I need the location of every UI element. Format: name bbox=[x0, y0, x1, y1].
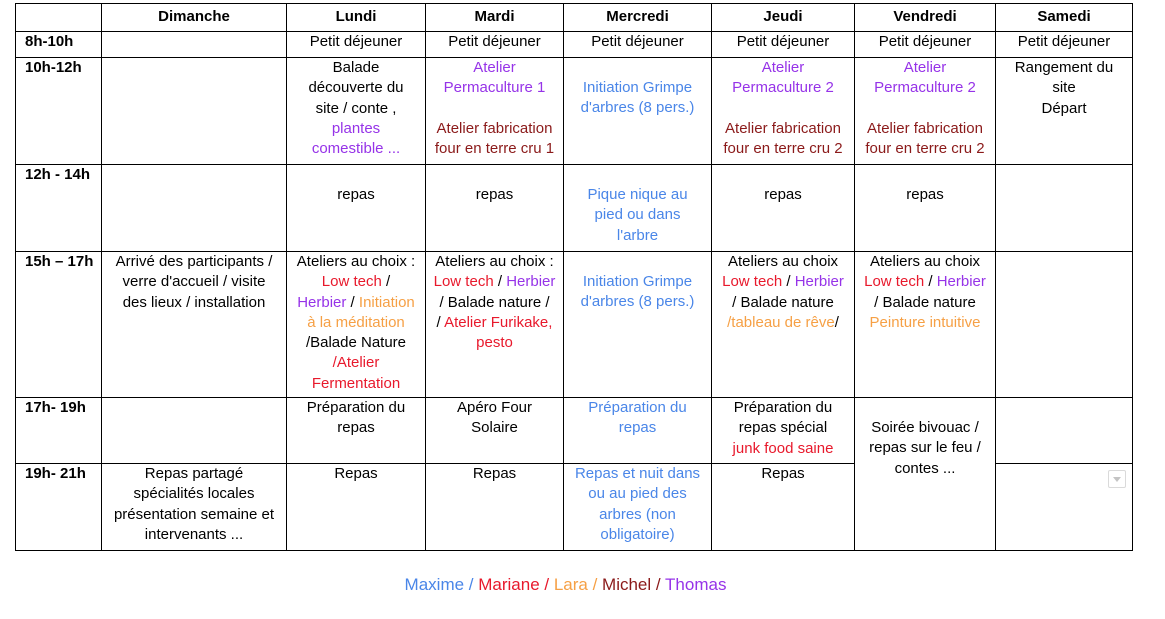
cell-dimanche-8h[interactable] bbox=[102, 32, 287, 58]
cell-spacer bbox=[428, 99, 561, 119]
cell-text: repas bbox=[337, 186, 375, 203]
cell-text-line bbox=[714, 272, 852, 292]
row-12h-14h bbox=[16, 165, 1133, 252]
cell-text-line: contes ... bbox=[894, 459, 956, 477]
cell-dimanche-10h[interactable] bbox=[102, 58, 287, 165]
separator: / bbox=[381, 273, 391, 291]
activity-low-tech: Low tech bbox=[722, 273, 783, 291]
legend-separator: / bbox=[539, 575, 554, 594]
cell-text-line: four en terre cru 2 bbox=[865, 139, 985, 157]
time-label[interactable]: 12h - 14h bbox=[16, 165, 102, 252]
activity-low-tech: Low tech bbox=[864, 273, 925, 291]
cell-text-line: repas bbox=[618, 419, 657, 437]
legend-michel: Michel bbox=[602, 575, 652, 594]
cell-text-line: Ateliers au choix bbox=[727, 253, 839, 270]
cell-samedi-10h[interactable] bbox=[996, 58, 1133, 165]
cell-text-line: comestible ... bbox=[311, 140, 401, 158]
cell-jeudi-8h[interactable]: Petit déjeuner bbox=[712, 32, 855, 58]
time-label[interactable]: 15h – 17h bbox=[16, 252, 102, 398]
cell-text: repas bbox=[475, 186, 514, 203]
cell-text-line: Atelier fabrication bbox=[725, 119, 841, 137]
cell-mercredi-10h[interactable] bbox=[564, 58, 712, 165]
cell-text-line: d'arbres (8 pers.) bbox=[580, 99, 695, 117]
cell-text-line: Permaculture 1 bbox=[443, 79, 546, 97]
separator: / bbox=[346, 293, 359, 311]
activity-herbier: Herbier bbox=[936, 273, 986, 291]
activity-herbier: Herbier bbox=[794, 273, 844, 291]
cell-text-line: Pique nique au bbox=[587, 186, 688, 203]
cell-samedi-12h[interactable] bbox=[996, 165, 1133, 252]
header-lundi[interactable]: Lundi bbox=[287, 4, 426, 32]
cell-text-line: Repas partagé bbox=[144, 465, 244, 482]
cell-text-line: site / conte , bbox=[315, 99, 397, 117]
header-jeudi[interactable]: Jeudi bbox=[712, 4, 855, 32]
header-mercredi[interactable]: Mercredi bbox=[564, 4, 712, 32]
cell-text-line: Permaculture 2 bbox=[732, 79, 834, 97]
cell-text-line: /Atelier bbox=[332, 354, 380, 372]
row-15h-17h bbox=[16, 252, 1133, 398]
schedule-table bbox=[15, 3, 1133, 551]
cell-samedi-17h[interactable] bbox=[996, 398, 1133, 464]
row-10h-12h bbox=[16, 58, 1133, 165]
cell-mercredi-8h[interactable]: Petit déjeuner bbox=[564, 32, 712, 58]
legend-maxime: Maxime bbox=[404, 575, 465, 594]
cell-dimanche-15h[interactable] bbox=[102, 252, 287, 398]
cell-text-line bbox=[714, 313, 852, 333]
cell-text-line: Initiation Grimpe bbox=[582, 273, 693, 290]
cell-dimanche-17h[interactable] bbox=[102, 398, 287, 464]
cell-vendredi-12h[interactable] bbox=[855, 165, 996, 252]
cell-text-line: Rangement du bbox=[1014, 59, 1114, 76]
cell-jeudi-19h[interactable] bbox=[712, 464, 855, 551]
activity-herbier: Herbier bbox=[297, 293, 347, 311]
separator: / bbox=[834, 313, 839, 331]
cell-text-line: Ateliers au choix : bbox=[296, 253, 416, 270]
separator: / bbox=[782, 273, 795, 291]
cell-text-line: découverte du bbox=[308, 79, 404, 97]
cell-lundi-8h[interactable]: Petit déjeuner bbox=[287, 32, 426, 58]
time-label[interactable]: 17h- 19h bbox=[16, 398, 102, 464]
cell-text: Repas bbox=[334, 465, 378, 482]
activity-low-tech: Low tech bbox=[433, 273, 494, 291]
separator: / bbox=[436, 313, 445, 331]
cell-text-line: d'arbres (8 pers.) bbox=[580, 293, 695, 311]
cell-text-line: spécialités locales bbox=[133, 485, 255, 503]
separator: / bbox=[493, 273, 507, 291]
cell-text-line: Préparation du bbox=[733, 399, 833, 416]
cell-text-line bbox=[428, 313, 561, 333]
legend-separator: / bbox=[651, 575, 666, 594]
cell-mercredi-12h[interactable] bbox=[564, 165, 712, 252]
time-label[interactable]: 10h-12h bbox=[16, 58, 102, 165]
cell-text-line: Apéro Four bbox=[456, 399, 533, 416]
cell-text-line: plantes bbox=[331, 119, 381, 137]
cell-text-line: obligatoire) bbox=[600, 525, 675, 543]
cell-text-line: Solaire bbox=[471, 419, 518, 437]
cell-samedi-15h[interactable] bbox=[996, 252, 1133, 398]
cell-text-line: verre d'accueil / visite bbox=[122, 273, 266, 291]
cell-spacer bbox=[714, 99, 852, 119]
cell-text-line: repas sur le feu / bbox=[869, 439, 981, 457]
cell-text-line: Peinture intuitive bbox=[869, 313, 981, 331]
cell-text-line: Balade bbox=[332, 59, 380, 76]
time-label[interactable]: 19h- 21h bbox=[16, 464, 102, 551]
legend-separator: / bbox=[587, 575, 603, 594]
header-mardi[interactable]: Mardi bbox=[426, 4, 564, 32]
cell-lundi-12h[interactable] bbox=[287, 165, 426, 252]
row-8h-10h bbox=[16, 32, 1133, 58]
legend-thomas: Thomas bbox=[665, 575, 727, 594]
cell-text-line bbox=[289, 272, 423, 292]
activity-herbier: Herbier bbox=[506, 273, 556, 291]
activity-furikake: Atelier Furikake, bbox=[444, 313, 553, 331]
cell-mardi-10h[interactable] bbox=[426, 58, 564, 165]
cell-mercredi-15h[interactable] bbox=[564, 252, 712, 398]
cell-text: repas bbox=[764, 186, 802, 203]
cell-text-line: arbres (non bbox=[599, 505, 676, 523]
cell-text-line: Préparation du bbox=[306, 399, 406, 416]
cell-text-line: site bbox=[1052, 79, 1076, 97]
legend bbox=[0, 575, 1131, 595]
cell-mercredi-19h[interactable] bbox=[564, 464, 712, 551]
cell-text-line: four en terre cru 2 bbox=[723, 139, 843, 157]
legend-lara: Lara bbox=[553, 575, 588, 594]
cell-dimanche-12h[interactable] bbox=[102, 165, 287, 252]
cell-jeudi-17h[interactable] bbox=[712, 398, 855, 464]
cell-text-line: /Balade Nature bbox=[305, 334, 407, 352]
cell-text-line: intervenants ... bbox=[144, 525, 244, 543]
cell-vendredi-17h-21h[interactable] bbox=[855, 398, 996, 551]
cell-text-line: Départ bbox=[1041, 99, 1087, 117]
cell-text: Repas bbox=[761, 465, 805, 482]
cell-mardi-8h[interactable]: Petit déjeuner bbox=[426, 32, 564, 58]
cell-mardi-15h[interactable] bbox=[426, 252, 564, 398]
dropdown-arrow-icon[interactable] bbox=[1108, 470, 1126, 488]
cell-jeudi-12h[interactable] bbox=[712, 165, 855, 252]
cell-text-line: / Balade nature bbox=[874, 293, 976, 311]
header-vendredi[interactable]: Vendredi bbox=[855, 4, 996, 32]
cell-text-line: Atelier fabrication bbox=[867, 119, 983, 137]
row-17h-19h bbox=[16, 398, 1133, 464]
cell-text-line: à la méditation bbox=[307, 313, 405, 331]
cell-text-line: présentation semaine et bbox=[113, 505, 275, 523]
cell-text-line: / Balade nature / bbox=[439, 293, 550, 311]
cell-lundi-17h[interactable] bbox=[287, 398, 426, 464]
cell-text-line: Atelier bbox=[903, 59, 947, 76]
header-samedi[interactable]: Samedi bbox=[996, 4, 1133, 32]
cell-text-line bbox=[428, 272, 561, 292]
cell-text-line: Atelier bbox=[473, 59, 516, 76]
cell-text-line: pesto bbox=[476, 334, 513, 352]
cell-text-line: pied ou dans bbox=[594, 206, 681, 224]
cell-text-line: / Balade nature bbox=[732, 293, 834, 311]
cell-jeudi-10h[interactable] bbox=[712, 58, 855, 165]
cell-text-line: junk food saine bbox=[732, 439, 834, 457]
cell-text-line: Permaculture 2 bbox=[874, 79, 976, 97]
cell-text-line bbox=[289, 293, 423, 313]
cell-text: repas bbox=[906, 186, 944, 203]
cell-text-line: Repas et nuit dans bbox=[574, 465, 701, 482]
activity-tableau-de-reve: /tableau de rêve bbox=[727, 313, 835, 331]
header-row bbox=[16, 4, 1133, 32]
cell-spacer bbox=[857, 99, 993, 119]
cell-text-line: Ateliers au choix bbox=[869, 253, 981, 270]
cell-samedi-8h[interactable]: Petit déjeuner bbox=[996, 32, 1133, 58]
cell-dimanche-19h[interactable] bbox=[102, 464, 287, 551]
cell-lundi-19h[interactable] bbox=[287, 464, 426, 551]
cell-text-line: four en terre cru 1 bbox=[434, 139, 555, 157]
cell-lundi-15h[interactable] bbox=[287, 252, 426, 398]
time-label[interactable]: 8h-10h bbox=[16, 32, 102, 58]
cell-text-line: Préparation du bbox=[588, 399, 687, 416]
cell-mercredi-17h[interactable] bbox=[564, 398, 712, 464]
cell-text-line: Arrivé des participants / bbox=[115, 253, 273, 270]
cell-vendredi-8h[interactable]: Petit déjeuner bbox=[855, 32, 996, 58]
cell-text-line: Atelier fabrication bbox=[436, 119, 553, 137]
activity-meditation: Initiation bbox=[358, 293, 415, 311]
cell-mardi-19h[interactable] bbox=[426, 464, 564, 551]
cell-text-line: Fermentation bbox=[311, 374, 401, 392]
legend-separator: / bbox=[464, 575, 479, 594]
cell-text-line: l'arbre bbox=[616, 226, 659, 244]
cell-text-line bbox=[857, 272, 993, 292]
cell-text-line: ou au pied des bbox=[588, 485, 687, 503]
cell-text-line: Soirée bivouac / bbox=[871, 419, 979, 436]
cell-text-line: repas spécial bbox=[738, 419, 828, 437]
header-corner-cell[interactable] bbox=[16, 4, 102, 32]
cell-text-line: Initiation Grimpe bbox=[582, 79, 693, 96]
cell-text-line: Ateliers au choix : bbox=[435, 253, 554, 270]
cell-mardi-12h[interactable] bbox=[426, 165, 564, 252]
cell-jeudi-15h[interactable] bbox=[712, 252, 855, 398]
cell-text-line: des lieux / installation bbox=[122, 293, 266, 311]
activity-low-tech: Low tech bbox=[321, 273, 382, 291]
cell-text-line: repas bbox=[337, 419, 375, 437]
cell-vendredi-15h[interactable] bbox=[855, 252, 996, 398]
separator: / bbox=[924, 273, 937, 291]
cell-mardi-17h[interactable] bbox=[426, 398, 564, 464]
cell-vendredi-10h[interactable] bbox=[855, 58, 996, 165]
header-dimanche[interactable]: Dimanche bbox=[102, 4, 287, 32]
cell-text: Repas bbox=[472, 465, 517, 482]
cell-text-line: Atelier bbox=[761, 59, 805, 76]
legend-mariane: Mariane bbox=[478, 575, 540, 594]
cell-lundi-10h[interactable] bbox=[287, 58, 426, 165]
